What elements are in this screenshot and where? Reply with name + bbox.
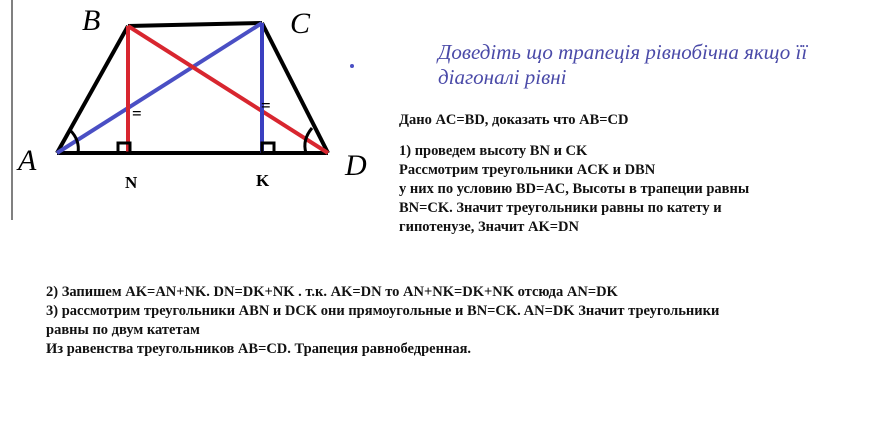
problem-heading [438,40,868,90]
solution-bottom-block [46,283,719,359]
solution-top-block [399,111,749,237]
conclusion-line: Из равенства треугольников AB=CD. Трапеция равнобедренная. [46,341,472,357]
step3-line-1: 3) рассмотрим треугольники ABN и DCK они прямоугольные и BN=CK. AN=DK Значит треугольники [46,303,720,319]
step1-line-3: у них по условию BD=AC, Высоты в трапеции равны [399,181,750,197]
label-n: N [125,173,138,192]
step1-line-2: Рассмотрим треугольники ACK и DBN [399,162,656,178]
label-k: K [256,171,270,190]
heading-line-2: діагоналі рівні [438,65,567,89]
stray-dot [350,64,354,68]
label-b: B [82,4,101,37]
diagonal-ac [57,23,262,153]
step1-line-5: гипотенузе, Значит AK=DN [399,219,579,235]
step3-line-2: равны по двум катетам [46,322,200,338]
label-a: A [18,144,37,177]
equal-mark-bn: = [132,104,142,123]
label-c: C [290,7,311,40]
given-statement: Дано AC=BD, доказать что AB=CD [399,112,629,128]
trapezoid-figure [0,0,420,225]
side-bc [128,23,262,26]
step2-line: 2) Запишем AK=AN+NK. DN=DK+NK . т.к. AK=DN то AN+NK=DK+NK отсюда AN=DK [46,284,618,300]
side-ab [57,26,128,153]
equal-mark-ck: = [261,96,271,115]
step1-line-4: BN=CK. Значит треугольники равны по катету и [399,200,722,216]
step1-line-1: 1) проведем высоту BN и CK [399,143,588,159]
label-d: D [345,149,367,182]
heading-line-1: Доведіть що трапеція рівнобічна якщо її [438,40,808,64]
